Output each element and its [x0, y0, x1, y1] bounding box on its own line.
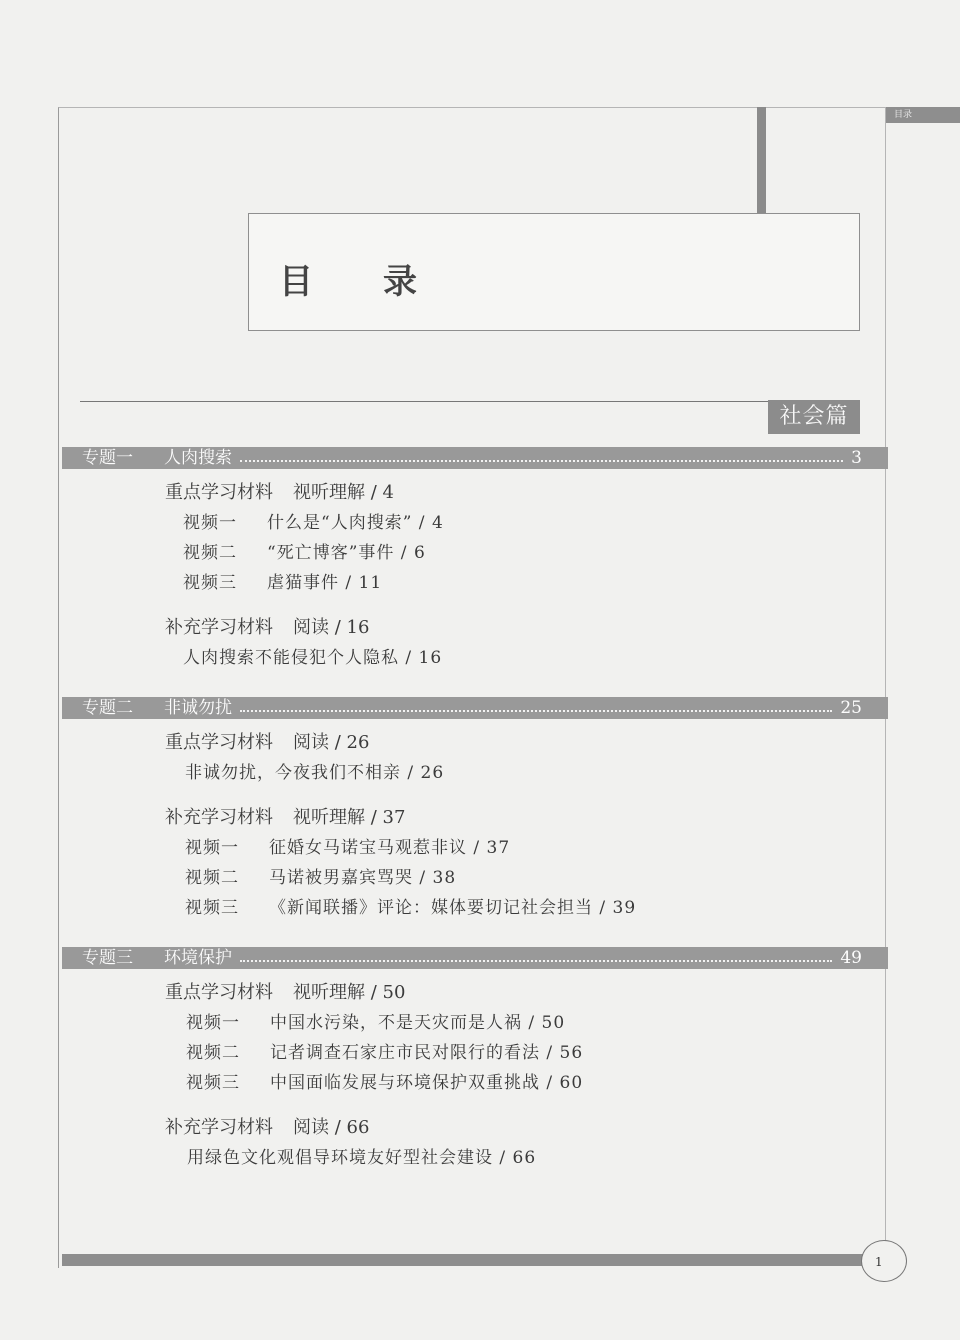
- item-page: 16: [418, 648, 443, 668]
- section-number: 专题三: [82, 948, 133, 968]
- item-page: 11: [358, 573, 383, 593]
- toc-item-entry[interactable]: 视频三 虐猫事件 / 11: [183, 568, 382, 593]
- item-page: 56: [559, 1043, 584, 1063]
- toc-group-entry[interactable]: 补充学习材料 阅读 / 16: [165, 617, 370, 638]
- toc-item-entry[interactable]: 视频二 马诺被男嘉宾骂哭 / 38: [185, 863, 456, 888]
- section-title: 非诚勿扰: [164, 698, 232, 718]
- part-divider-line: [80, 401, 860, 402]
- item-label: 视频一: [186, 1013, 240, 1033]
- toc-group-entry[interactable]: 补充学习材料 阅读 / 66: [165, 1117, 370, 1138]
- item-title: 记者调查石家庄市民对限行的看法: [270, 1043, 540, 1063]
- group-type: 阅读: [293, 732, 329, 753]
- dot-leader: [240, 460, 843, 462]
- item-page: 66: [512, 1148, 537, 1168]
- item-label: 视频三: [183, 573, 237, 593]
- dot-leader: [240, 710, 832, 712]
- toc-group-entry[interactable]: 重点学习材料 视听理解 / 50: [165, 982, 406, 1003]
- page-number: 1: [875, 1255, 883, 1269]
- item-label: 视频三: [185, 898, 239, 918]
- page-number-circle: [861, 1240, 907, 1282]
- running-header-tab: 目录: [886, 107, 960, 123]
- section-title: 环境保护: [164, 948, 232, 968]
- group-label: 重点学习材料: [165, 732, 273, 753]
- group-label: 补充学习材料: [165, 617, 273, 638]
- item-title: 马诺被男嘉宾骂哭: [269, 868, 413, 888]
- group-label: 重点学习材料: [165, 982, 273, 1003]
- group-type: 视听理解: [293, 807, 365, 828]
- item-label: 视频三: [186, 1073, 240, 1093]
- item-label: 视频一: [183, 513, 237, 533]
- toc-item-entry[interactable]: 视频二 “死亡博客”事件 / 6: [183, 538, 426, 563]
- item-page: 37: [486, 838, 511, 858]
- item-label: 视频二: [183, 543, 237, 563]
- part-label: 社会篇: [768, 400, 860, 434]
- item-title: “死亡博客”事件: [267, 543, 395, 563]
- title-box: [248, 213, 860, 331]
- item-label: 视频一: [185, 838, 239, 858]
- group-label: 重点学习材料: [165, 482, 273, 503]
- section-number: 专题一: [82, 448, 133, 468]
- item-page: 26: [420, 763, 445, 783]
- group-type: 视听理解: [293, 482, 365, 503]
- section-header[interactable]: [62, 697, 888, 719]
- toc-item-entry[interactable]: 视频一 什么是“人肉搜索” / 4: [183, 508, 444, 533]
- item-page: 60: [559, 1073, 584, 1093]
- item-page: 4: [431, 513, 444, 533]
- section-header[interactable]: [62, 447, 888, 469]
- item-page: 39: [612, 898, 637, 918]
- item-label: 视频二: [185, 868, 239, 888]
- toc-item-entry[interactable]: 视频一 征婚女马诺宝马观惹非议 / 37: [185, 833, 510, 858]
- item-title: 非诚勿扰，今夜我们不相亲: [185, 763, 401, 783]
- item-title: 中国水污染，不是天灾而是人祸: [270, 1013, 522, 1033]
- group-type: 视听理解: [293, 982, 365, 1003]
- item-page: 38: [432, 868, 457, 888]
- section-number: 专题二: [82, 698, 133, 718]
- group-type: 阅读: [293, 1117, 329, 1138]
- group-page: 16: [346, 617, 370, 638]
- toc-group-entry[interactable]: 补充学习材料 视听理解 / 37: [165, 807, 406, 828]
- group-page: 66: [346, 1117, 370, 1138]
- section-header[interactable]: [62, 947, 888, 969]
- group-label: 补充学习材料: [165, 807, 273, 828]
- item-title: 用绿色文化观倡导环境友好型社会建设: [187, 1148, 493, 1168]
- item-title: 虐猫事件: [267, 573, 339, 593]
- group-page: 50: [382, 982, 406, 1003]
- toc-item-entry[interactable]: 视频二 记者调查石家庄市民对限行的看法 / 56: [186, 1038, 583, 1063]
- item-title: 征婚女马诺宝马观惹非议: [269, 838, 467, 858]
- item-title: 《新闻联播》评论：媒体要切记社会担当: [269, 898, 593, 918]
- group-label: 补充学习材料: [165, 1117, 273, 1138]
- toc-item-entry[interactable]: 人肉搜索不能侵犯个人隐私 / 16: [183, 648, 443, 668]
- item-title: 人肉搜索不能侵犯个人隐私: [183, 648, 399, 668]
- section-page: 49: [840, 948, 862, 968]
- item-page: 50: [541, 1013, 566, 1033]
- toc-item-entry[interactable]: 用绿色文化观倡导环境友好型社会建设 / 66: [187, 1148, 537, 1168]
- group-page: 4: [382, 482, 394, 503]
- decorative-vertical-bar: [757, 107, 766, 213]
- toc-item-entry[interactable]: 视频一 中国水污染，不是天灾而是人祸 / 50: [186, 1008, 565, 1033]
- page-title: 目 录: [279, 262, 435, 302]
- toc-item-entry[interactable]: 非诚勿扰，今夜我们不相亲 / 26: [185, 763, 445, 783]
- toc-item-entry[interactable]: 视频三 《新闻联播》评论：媒体要切记社会担当 / 39: [185, 893, 636, 918]
- section-title: 人肉搜索: [164, 448, 232, 468]
- toc-group-entry[interactable]: 重点学习材料 视听理解 / 4: [165, 482, 394, 503]
- section-page: 3: [851, 448, 862, 468]
- toc-group-entry[interactable]: 重点学习材料 阅读 / 26: [165, 732, 370, 753]
- right-frame-line: [885, 107, 886, 1257]
- section-page: 25: [840, 698, 862, 718]
- dot-leader: [240, 960, 832, 962]
- item-title: 中国面临发展与环境保护双重挑战: [270, 1073, 540, 1093]
- item-page: 6: [413, 543, 426, 563]
- group-page: 37: [382, 807, 406, 828]
- item-title: 什么是“人肉搜索”: [267, 513, 413, 533]
- footer-bar: [62, 1254, 872, 1266]
- group-type: 阅读: [293, 617, 329, 638]
- group-page: 26: [346, 732, 370, 753]
- toc-item-entry[interactable]: 视频三 中国面临发展与环境保护双重挑战 / 60: [186, 1068, 583, 1093]
- item-label: 视频二: [186, 1043, 240, 1063]
